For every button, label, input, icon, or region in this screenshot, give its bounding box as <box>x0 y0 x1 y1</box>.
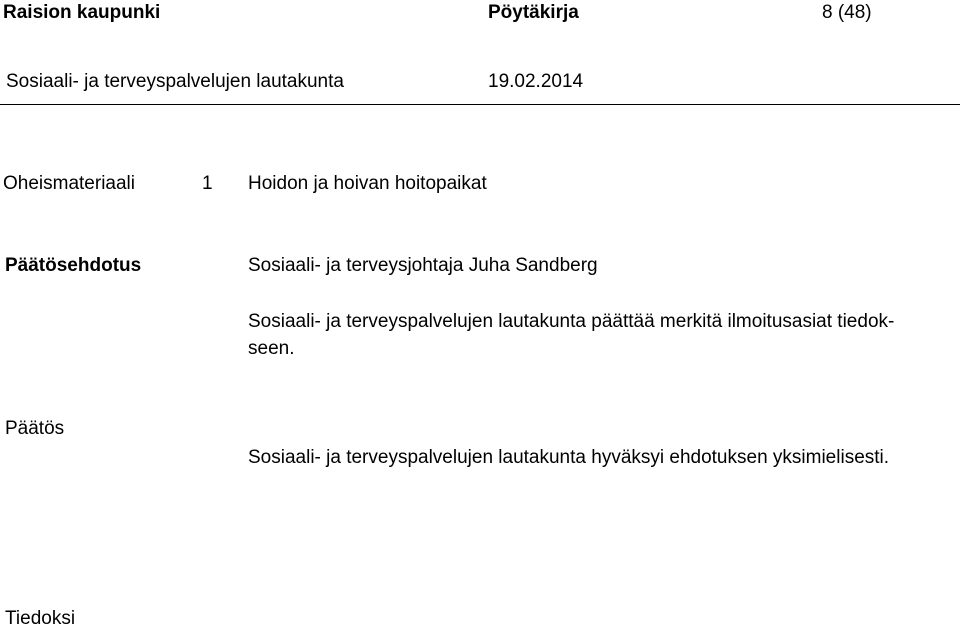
attachment-label: Oheismateriaali <box>3 173 135 194</box>
decision-text: Sosiaali- ja terveyspalvelujen lautakunta hyväksyi ehdotuksen yksimielisesti. <box>248 447 890 468</box>
header-divider <box>0 104 960 105</box>
proposal-text-line1: Sosiaali- ja terveyspalvelujen lautakunta päättää merkitä ilmoitusasiat tiedok- <box>248 311 895 332</box>
decision-heading: Päätös <box>5 418 65 439</box>
proposal-text-line2: seen. <box>248 338 295 359</box>
page-number: 8 (48) <box>822 2 872 23</box>
meeting-date: 19.02.2014 <box>488 71 584 92</box>
proposal-heading: Päätösehdotus <box>5 255 142 276</box>
organization-name: Raision kaupunki <box>3 2 161 23</box>
attachment-title: Hoidon ja hoivan hoitopaikat <box>248 173 487 194</box>
attachment-number: 1 <box>202 173 213 194</box>
committee-name: Sosiaali- ja terveyspalvelujen lautakunta <box>6 71 344 92</box>
info-heading: Tiedoksi <box>5 608 76 629</box>
proposal-presenter: Sosiaali- ja terveysjohtaja Juha Sandberg <box>248 255 598 276</box>
document-type: Pöytäkirja <box>488 2 579 23</box>
